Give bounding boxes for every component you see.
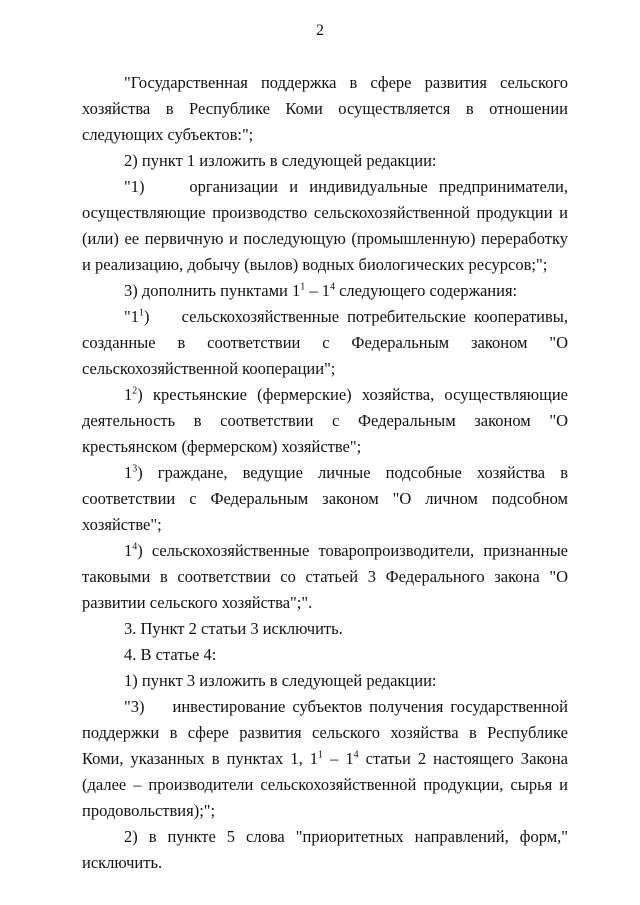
- paragraph-quote-1: [82, 174, 568, 278]
- superscript: 1: [300, 281, 306, 293]
- paragraph-text: "1: [124, 307, 139, 326]
- paragraph-quote-1-1: [82, 304, 568, 382]
- paragraph-text: ) сельскохозяйственные потребительские кооперативы, созданные в соответствии с Федеральным законом "О сельскохозяйственной кооперации";: [82, 307, 568, 378]
- paragraph-section-3: [82, 616, 568, 642]
- paragraph-intro: [82, 70, 568, 148]
- paragraph-text: "Государственная поддержка в сфере развития сельского хозяйства в Республике Коми осуществляется в отношении следующих субъектов:";: [82, 73, 568, 144]
- paragraph-text: 3) дополнить пунктами 1: [124, 281, 301, 300]
- paragraph-text: 2) в пункте 5 слова "приоритетных направлений, форм," исключить.: [82, 827, 568, 872]
- paragraph-text: 1: [124, 385, 133, 404]
- paragraph-text: статьи 2 настоящего Закона (далее – производители сельскохозяйственной продукции, сырья и продовольствия);";: [82, 749, 568, 820]
- paragraph-item-3: [82, 278, 568, 304]
- paragraph-text: 1: [124, 541, 133, 560]
- paragraph-text: ) сельскохозяйственные товаропроизводители, признанные таковыми в соответствии со статьей 3 Федерального закона "О развитии сельского хозяйства";".: [82, 541, 568, 612]
- paragraph-quote-3: [82, 694, 568, 824]
- superscript: 1: [139, 307, 144, 319]
- paragraph-text: 2) пункт 1 изложить в следующей редакции:: [124, 151, 437, 170]
- paragraph-text: 1: [124, 463, 133, 482]
- paragraph-quote-1-2: [82, 382, 568, 460]
- paragraph-text: "3) инвестирование субъектов получения государственной поддержки в сфере развития сельского хозяйства в Республике Коми, указанных в пунктах 1, 1: [82, 697, 568, 768]
- paragraph-section-4: [82, 642, 568, 668]
- superscript: 4: [329, 281, 335, 293]
- document-body: [82, 70, 568, 876]
- paragraph-item-2: [82, 148, 568, 174]
- paragraph-text: ) граждане, ведущие личные подсобные хозяйства в соответствии с Федеральным законом "О личном подсобном хозяйстве";: [82, 463, 568, 534]
- paragraph-quote-1-4: [82, 538, 568, 616]
- paragraph-quote-1-3: [82, 460, 568, 538]
- paragraph-text: – 1: [323, 749, 354, 768]
- paragraph-text: 3. Пункт 2 статьи 3 исключить.: [124, 619, 343, 638]
- paragraph-item-2-final: [82, 824, 568, 876]
- paragraph-text: 4. В статье 4:: [124, 645, 217, 664]
- superscript: 4: [353, 749, 359, 761]
- superscript: 2: [132, 385, 138, 397]
- paragraph-text: "1) организации и индивидуальные предприниматели, осуществляющие производство сельскохозяйственной продукции и (или) ее первичную и последующую (промышленную) переработку и реализацию, добычу (вылов) водных биологических ресурсов;";: [82, 177, 568, 274]
- paragraph-text: – 1: [305, 281, 330, 300]
- paragraph-text: ) крестьянские (фермерские) хозяйства, осуществляющие деятельность в соответствии с Федеральным законом "О крестьянском (фермерском) хозяйстве";: [82, 385, 568, 456]
- superscript: 4: [132, 541, 138, 553]
- paragraph-text: следующего содержания:: [334, 281, 518, 300]
- paragraph-item-1: [82, 668, 568, 694]
- paragraph-text: 1) пункт 3 изложить в следующей редакции:: [124, 671, 437, 690]
- page-number: 2: [316, 22, 324, 39]
- superscript: 3: [132, 463, 138, 475]
- superscript: 1: [318, 749, 323, 761]
